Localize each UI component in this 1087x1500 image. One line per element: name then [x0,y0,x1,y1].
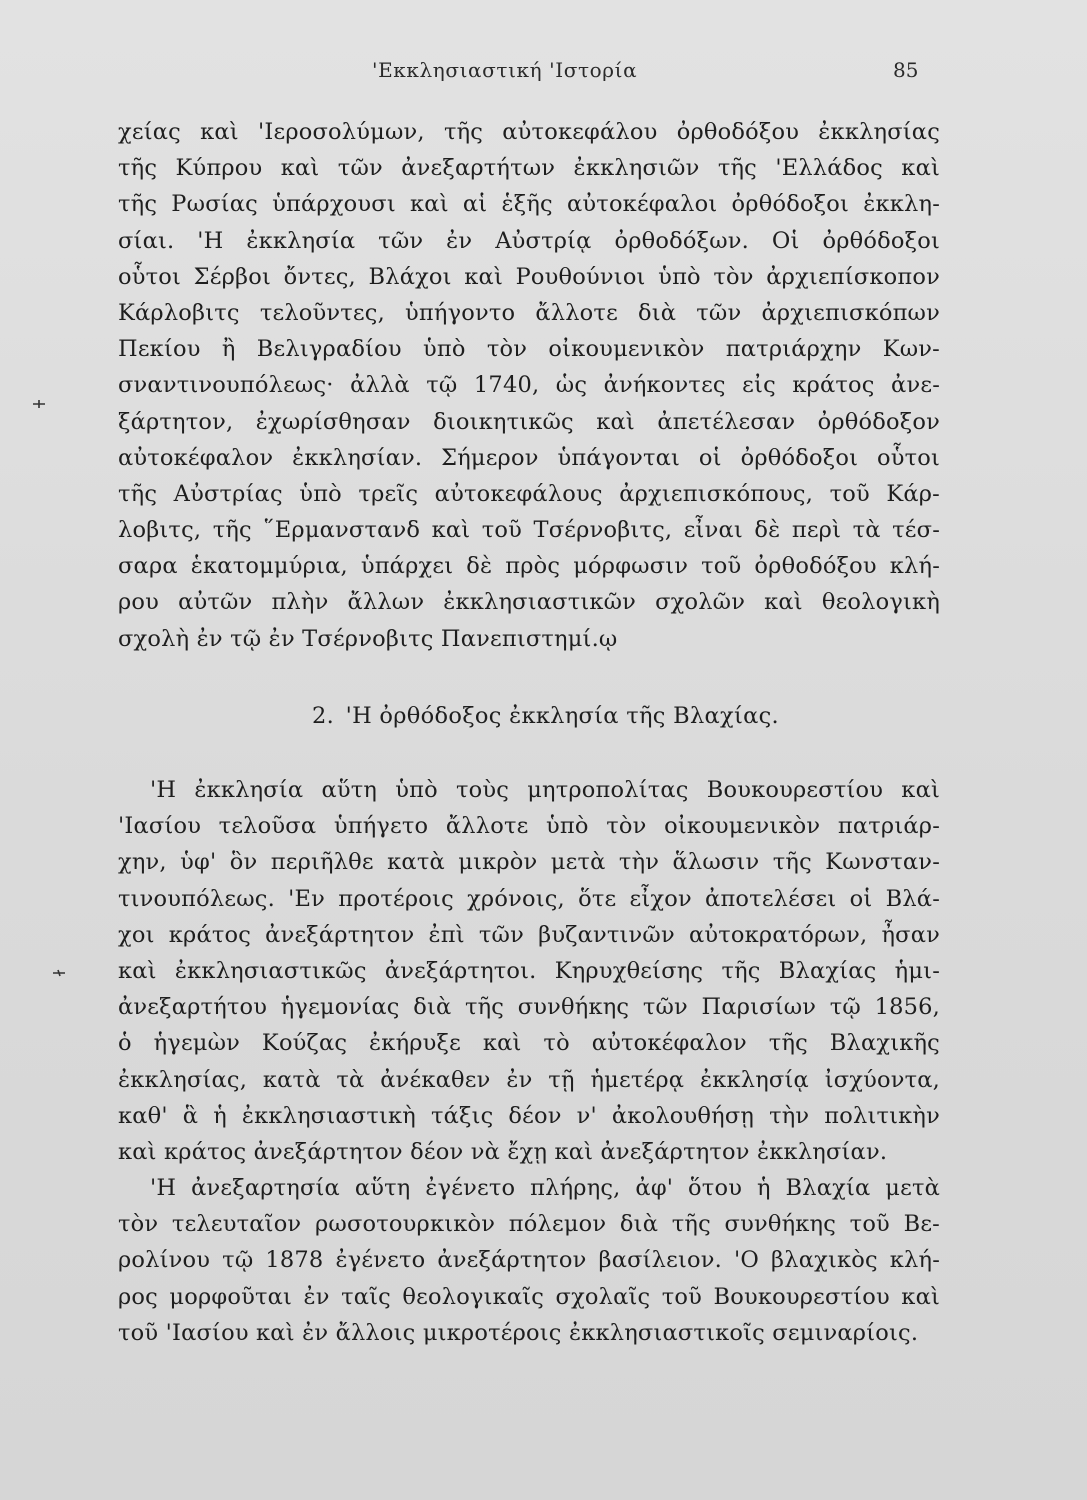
text-line: ρολίνου τῷ 1878 ἐγένετο ἀνεξάρτητον βασίλειον. 'Ο βλαχικὸς κλή- [118,1247,940,1274]
text-line: σαρα ἑκατομμύρια, ὑπάρχει δὲ πρὸς μόρφωσιν τοῦ ὀρθοδόξου κλή- [118,553,940,580]
text-line: τινουπόλεως. 'Εν προτέροις χρόνοις, ὅτε εἶχον ἀποτελέσει οἱ Βλά- [118,885,940,912]
section-heading [0,698,1087,734]
text-line: σίαι. 'Η ἐκκλησία τῶν ἐν Αὐστρίᾳ ὀρθοδόξων. Οἱ ὀρθόδοξοι [118,227,940,254]
text-line: ρου αὐτῶν πλὴν ἄλλων ἐκκλησιαστικῶν σχολῶν καὶ θεολογικὴ [118,589,940,616]
section-title: 'Η ὀρθόδοξος ἐκκλησία τῆς Βλαχίας. [345,703,779,729]
text-line: Πεκίου ἢ Βελιγραδίου ὑπὸ τὸν οἰκουμενικὸν πατριάρχην Κων- [118,336,940,363]
text-line: ὁ ἡγεμὼν Κούζας ἐκήρυξε καὶ τὸ αὐτοκέφαλον τῆς Βλαχικῆς [118,1030,940,1057]
text-line: καθ' ἃ ἡ ἐκκλησιαστικὴ τάξις δέον ν' ἀκολουθήσῃ τὴν πολιτικὴν [118,1102,940,1129]
paragraph-1 [118,114,940,657]
running-title: 'Εκκλησιαστική 'Ιστορία [372,58,638,82]
text-line: χην, ὑφ' ὃν περιῆλθε κατὰ μικρὸν μετὰ τὴν ἅλωσιν τῆς Κωνσταν- [118,849,940,876]
text-line: 'Η ἀνεξαρτησία αὕτη ἐγένετο πλήρης, ἀφ' ὅτου ἡ Βλαχία μετὰ [150,1175,940,1202]
text-line: τῆς Αὐστρίας ὑπὸ τρεῖς αὐτοκεφάλους ἀρχιεπισκόπους, τοῦ Κάρ- [118,480,940,507]
section-number: 2. [312,703,335,729]
text-line: ξάρτητον, ἐχωρίσθησαν διοικητικῶς καὶ ἀπετέλεσαν ὀρθόδοξον [118,408,940,435]
text-line: λοβιτς, τῆς ῞Ερμανστανδ καὶ τοῦ Τσέρνοβιτς, εἶναι δὲ περὶ τὰ τέσ- [118,517,940,544]
page-number: 85 [893,58,919,82]
text-line: αὐτοκέφαλον ἐκκλησίαν. Σήμερον ὑπάγονται οἱ ὀρθόδοξοι οὗτοι [118,444,940,471]
text-line: τὸν τελευταῖον ρωσοτουρκικὸν πόλεμον διὰ τῆς συνθήκης τοῦ Βε- [118,1211,940,1238]
text-line: Κάρλοβιτς τελοῦντες, ὑπήγοντο ἄλλοτε διὰ τῶν ἀρχιεπισκόπων [118,299,940,326]
text-line: χοι κράτος ἀνεξάρτητον ἐπὶ τῶν βυζαντινῶν αὐτοκρατόρων, ἦσαν [118,921,940,948]
text-line: τῆς Κύπρου καὶ τῶν ἀνεξαρτήτων ἐκκλησιῶν τῆς 'Ελλάδος καὶ [118,155,940,182]
text-line: ρος μορφοῦται ἐν ταῖς θεολογικαῖς σχολαῖς τοῦ Βουκουρεστίου καὶ [118,1283,940,1310]
margin-mark-icon [32,399,46,409]
text-line: καὶ ἐκκλησιαστικῶς ἀνεξάρτητοι. Κηρυχθείσης τῆς Βλαχίας ἡμι- [118,957,940,984]
text-line: τῆς Ρωσίας ὑπάρχουσι καὶ αἱ ἑξῆς αὐτοκέφαλοι ὀρθόδοξοι ἐκκλη- [118,191,940,218]
text-line: τοῦ 'Ιασίου καὶ ἐν ἄλλοις μικροτέροις ἐκκλησιαστικοῖς σεμιναρίοις. [118,1319,919,1346]
text-line: καὶ κράτος ἀνεξάρτητον δέον νὰ ἔχῃ καὶ ἀνεξάρτητον ἐκκλησίαν. [118,1138,888,1165]
text-line: χείας καὶ 'Ιεροσολύμων, τῆς αὐτοκεφάλου ὀρθοδόξου ἐκκλησίας [118,119,940,145]
margin-mark-icon [52,968,66,978]
text-line: ἀνεξαρτήτου ἡγεμονίας διὰ τῆς συνθήκης τῶν Παρισίων τῷ 1856, [118,994,940,1021]
text-line: ἐκκλησίας, κατὰ τὰ ἀνέκαθεν ἐν τῇ ἡμετέρᾳ ἐκκλησίᾳ ἰσχύοντα, [118,1066,940,1093]
text-line: σναντινουπόλεως· ἀλλὰ τῷ 1740, ὡς ἀνήκοντες εἰς κράτος ἀνε- [118,372,940,399]
page-header [0,58,1087,88]
paragraph-2 [118,772,940,1351]
text-line: σχολὴ ἐν τῷ ἐν Τσέρνοβιτς Πανεπιστημί.ῳ [118,625,618,652]
text-line: οὗτοι Σέρβοι ὄντες, Βλάχοι καὶ Ρουθούνιοι ὑπὸ τὸν ἀρχιεπίσκοπον [118,263,940,290]
text-line: 'Ιασίου τελοῦσα ὑπήγετο ἄλλοτε ὑπὸ τὸν οἰκουμενικὸν πατριάρ- [118,813,940,840]
text-line: 'Η ἐκκλησία αὕτη ὑπὸ τοὺς μητροπολίτας Βουκουρεστίου καὶ [150,777,940,803]
